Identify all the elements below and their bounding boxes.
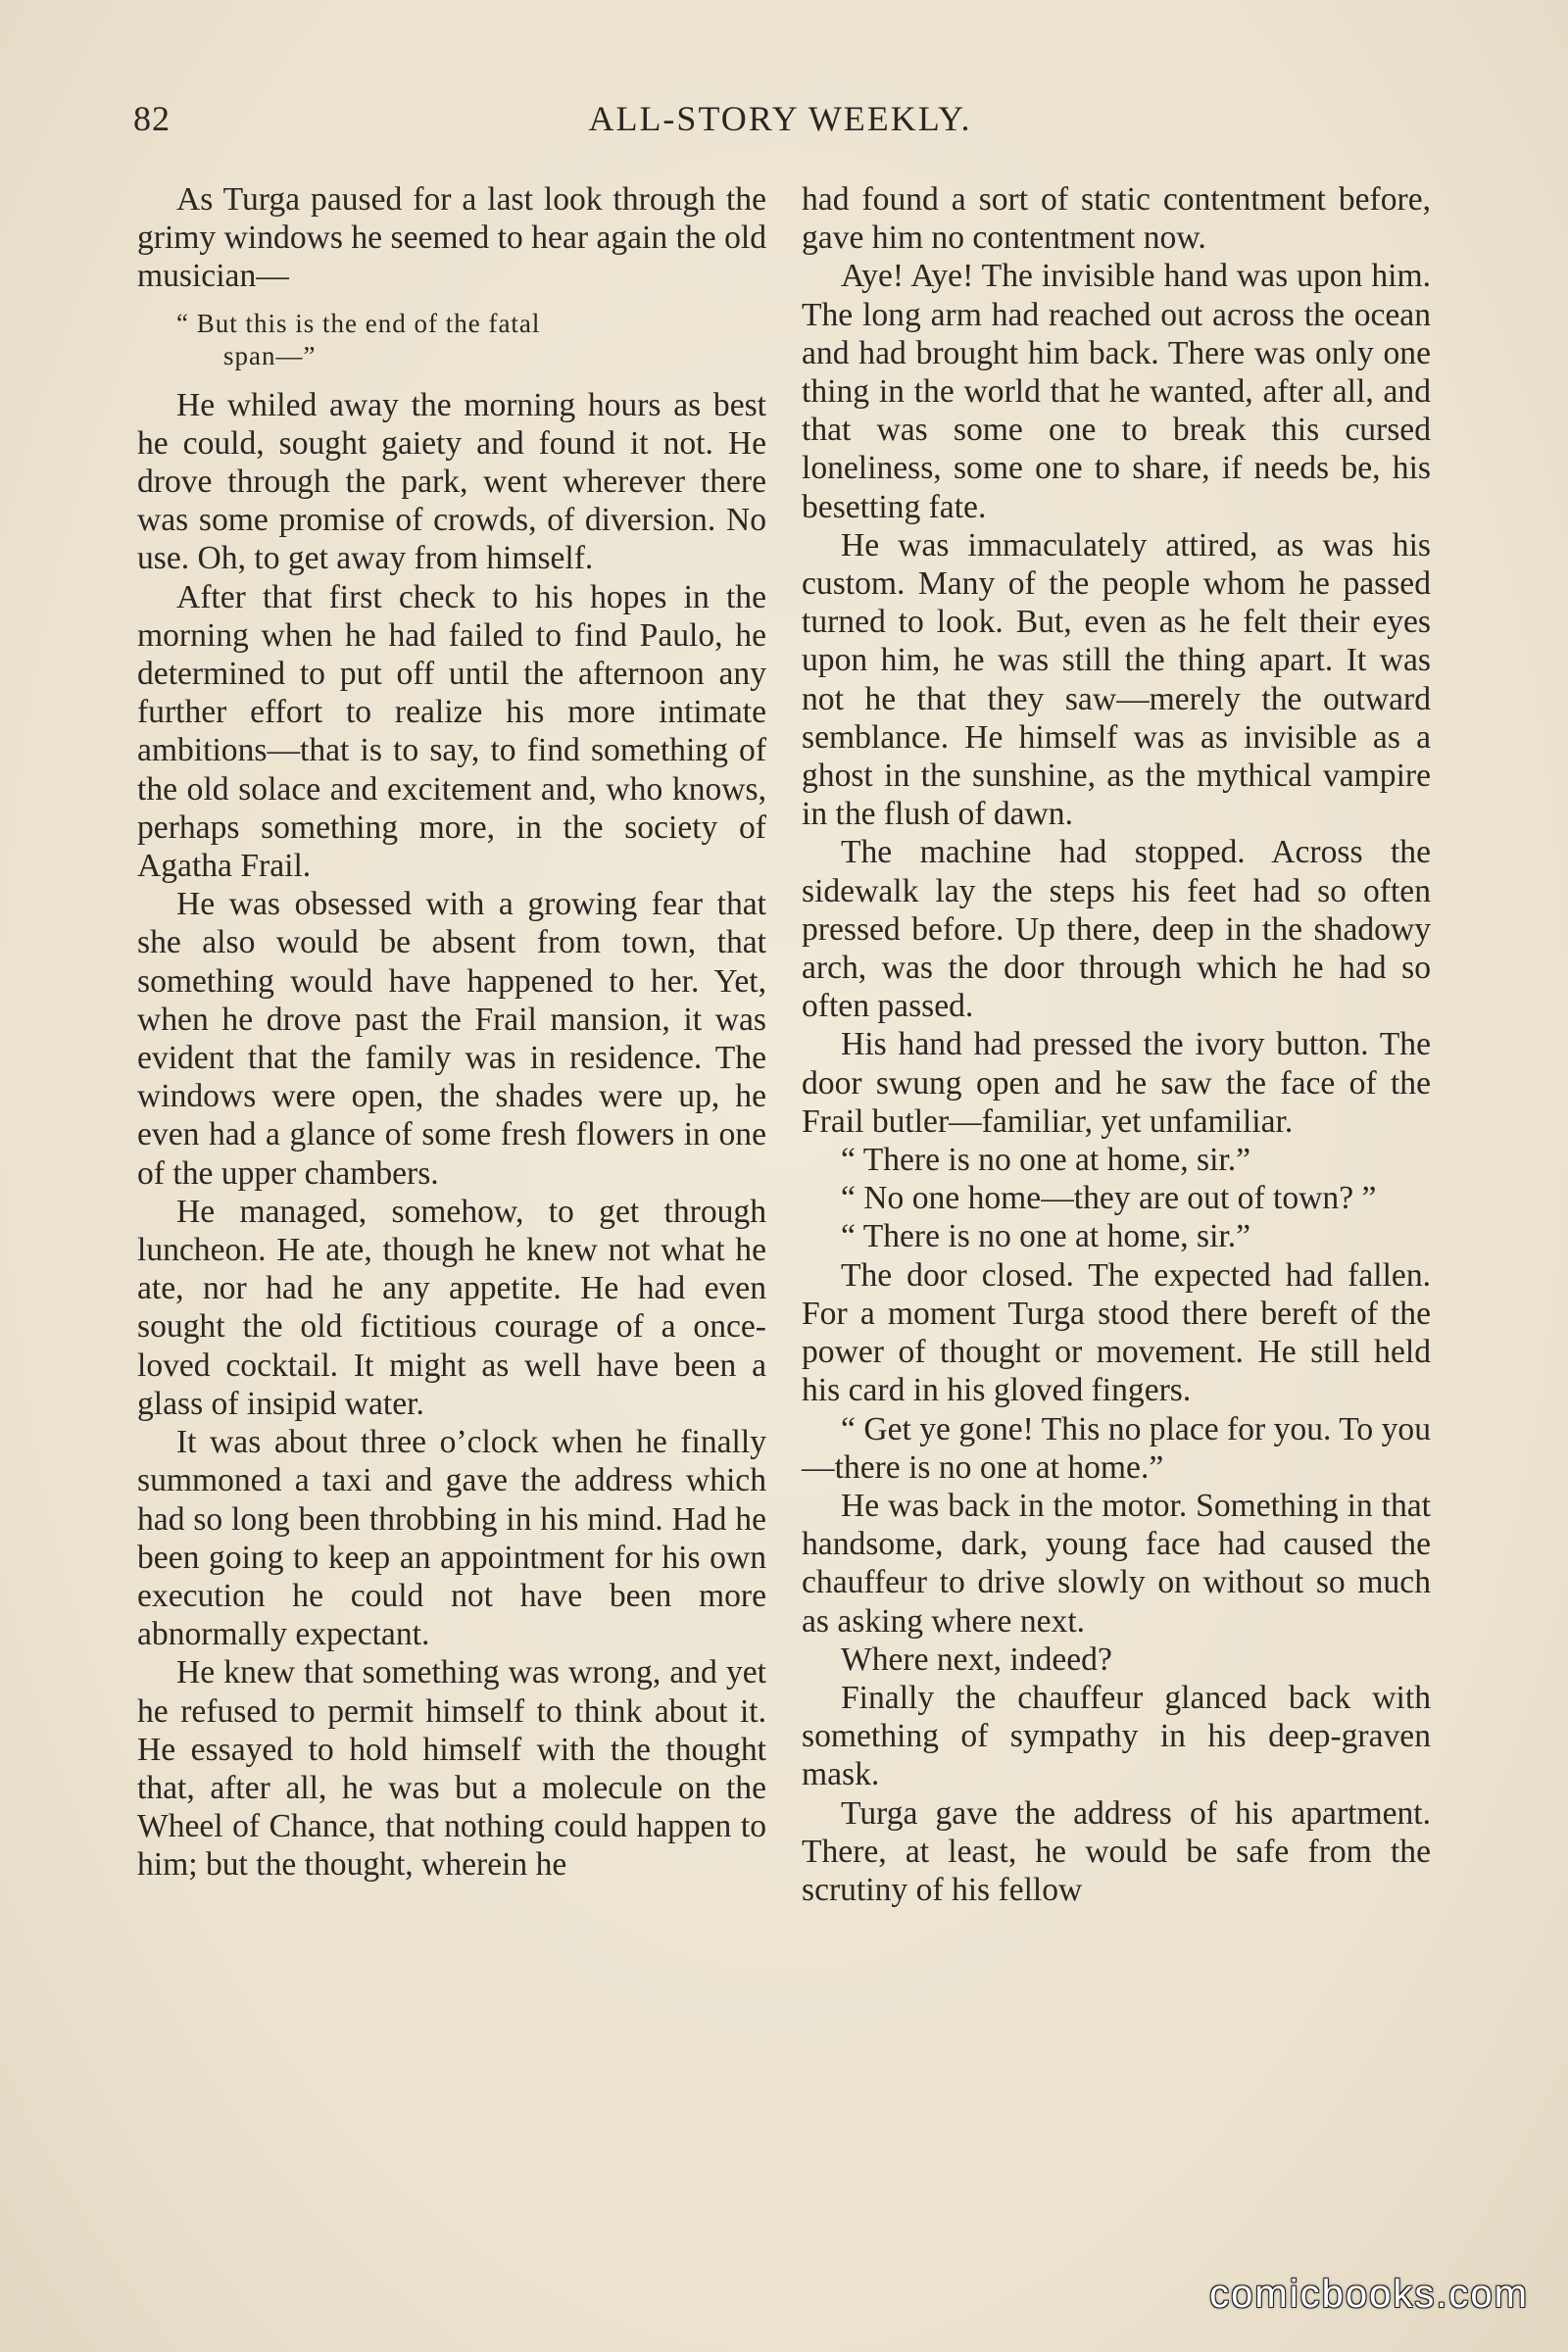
paragraph: “ Get ye gone! This no place for you. To you—there is no one at home.” (802, 1410, 1431, 1486)
paragraph: He whiled away the morning hours as best he could, sought gaiety and found it not. He drove through the park, went wherever there was some promise of crowds, of diversion. No use. Oh, to get away from himself. (137, 386, 766, 577)
paragraph: The door closed. The expected had fallen. For a moment Turga stood there bereft of the power of thought or movement. He still held his card in his gloved fingers. (802, 1256, 1431, 1409)
paragraph: It was about three o’clock when he finally summoned a taxi and gave the address which had so long been throbbing in his mind. Had he been going to keep an appointment for his own execution he could not have been more abnormally expectant. (137, 1424, 766, 1653)
paragraph: had found a sort of static contentment before, gave him no contentment now. (802, 181, 1431, 257)
paragraph: “ No one home—they are out of town? ” (841, 1180, 1377, 1217)
paragraph: He knew that something was wrong, and yet he refused to permit himself to think about it. He essayed to hold himself with the thought that, after all, he was but a molecule on the Wheel of Chance, that nothing could happen to him; but the thought, wherein he (137, 1654, 766, 1884)
paragraph: After that first check to his hopes in the morning when he had failed to find Paulo, he determined to put off until the afternoon any further effort to realize his more intimate ambitions—that is to say, to find something of the old solace and excitement and, who knows, perhaps something more, in the society of Agatha Frail. (137, 578, 766, 885)
paragraph: He was back in the motor. Something in that handsome, dark, young face had caused the chauffeur to drive slowly on without so much as asking where next. (802, 1487, 1431, 1640)
right-column (802, 180, 1431, 1909)
verse-quote (176, 308, 766, 372)
paragraph: “ There is no one at home, sir.” (841, 1142, 1251, 1179)
running-title: ALL-STORY WEEKLY. (588, 99, 972, 138)
paragraph: He managed, somehow, to get through luncheon. He ate, though he knew not what he ate, nor had he any appetite. He had even sought the old fictitious courage of a once-loved cocktail. It might as well have been a glass of insipid water. (137, 1193, 766, 1422)
watermark: comicbooks.com (1209, 2273, 1529, 2316)
verse-line: “ But this is the end of the fatal (176, 308, 541, 338)
page-header (133, 98, 1427, 147)
paragraph: He was immaculately attired, as was his custom. Many of the people whom he passed turned to look. But, even as he felt their eyes upon him, he was still the thing apart. It was not he that they saw—merely the outward semblance. He himself was as invisible as a ghost in the sunshine, as the mythical vampire in the flush of dawn. (802, 526, 1431, 833)
paragraph: Finally the chauffeur glanced back with something of sympathy in his deep-graven mask. (802, 1679, 1431, 1793)
verse-line: span—” (223, 340, 317, 370)
paragraph: His hand had pressed the ivory button. The door swung open and he saw the face of the Frail butler—familiar, yet unfamiliar. (802, 1026, 1431, 1140)
paragraph: Turga gave the address of his apartment. There, at least, he would be safe from the scrutiny of his fellow (802, 1794, 1431, 1908)
paragraph: The machine had stopped. Across the sidewalk lay the steps his feet had so often pressed before. Up there, deep in the shadowy arch, was the door through which he had so often passed. (802, 834, 1431, 1025)
paragraph: Where next, indeed? (841, 1641, 1112, 1678)
paragraph: Aye! Aye! The invisible hand was upon him. The long arm had reached out across the ocean and had brought him back. There was only one thing in the world that he wanted, after all, and that was some one to break this cursed loneliness, some one to share, if needs be, his besetting fate. (802, 258, 1431, 525)
paragraph: As Turga paused for a last look through the grimy windows he seemed to hear again the old musician— (137, 181, 766, 295)
left-column (137, 180, 766, 1885)
paragraph: “ There is no one at home, sir.” (841, 1218, 1251, 1255)
paragraph: He was obsessed with a growing fear that she also would be absent from town, that something would have happened to her. Yet, when he drove past the Frail mansion, it was evident that the family was in residence. The windows were open, the shades were up, he even had a glance of some fresh flowers in one of the upper chambers. (137, 886, 766, 1192)
page-number: 82 (133, 99, 171, 138)
